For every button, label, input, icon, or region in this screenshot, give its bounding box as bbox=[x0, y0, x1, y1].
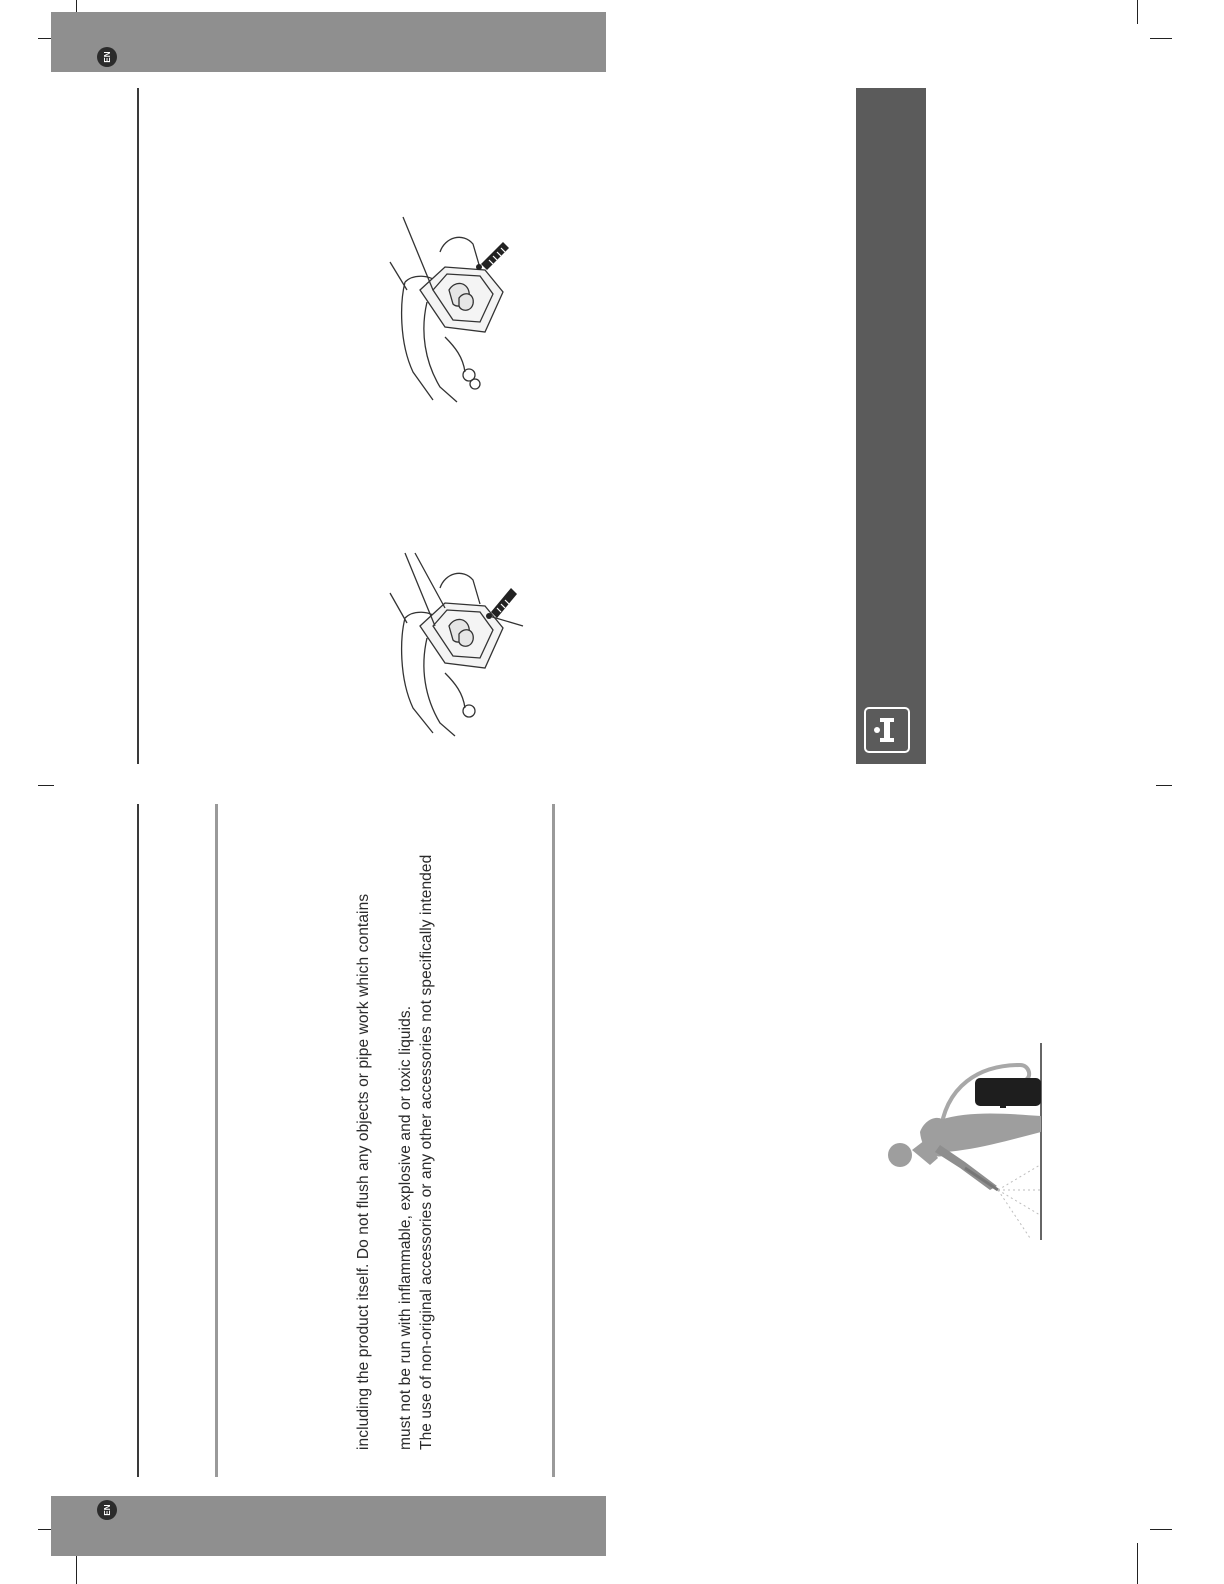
crop-mark bbox=[1156, 785, 1172, 786]
header-band-top bbox=[51, 12, 606, 72]
section-side-panel bbox=[856, 88, 926, 764]
spray-gun-trigger-illustration bbox=[385, 212, 530, 407]
person-cleaning-car-illustration bbox=[880, 1040, 1050, 1245]
language-badge-bottom: EN bbox=[97, 1500, 117, 1520]
section-rule-left bbox=[215, 804, 218, 1477]
crop-mark bbox=[1137, 1543, 1138, 1584]
crop-mark bbox=[1150, 1529, 1172, 1530]
info-icon bbox=[864, 707, 910, 753]
body-text-line-2: must not be run with inflammable, explosive and or toxic liquids. bbox=[397, 1005, 414, 1450]
body-text-line-1: including the product itself. Do not flush any objects or pipe work which contains bbox=[355, 893, 372, 1450]
info-glyph-icon bbox=[866, 709, 908, 751]
language-badge-top: EN bbox=[97, 47, 117, 67]
column-rule-top bbox=[137, 88, 139, 764]
crop-mark bbox=[38, 785, 54, 786]
body-text-line-3: The use of non-original accessories or any other accessories not specifically intended bbox=[418, 854, 435, 1450]
header-band-bottom bbox=[51, 1496, 606, 1556]
crop-mark bbox=[1137, 0, 1138, 24]
column-rule-bottom bbox=[137, 804, 139, 1477]
spray-gun-trigger-lock-illustration bbox=[385, 548, 530, 738]
crop-mark bbox=[1150, 38, 1172, 39]
section-rule-right bbox=[552, 804, 555, 1477]
